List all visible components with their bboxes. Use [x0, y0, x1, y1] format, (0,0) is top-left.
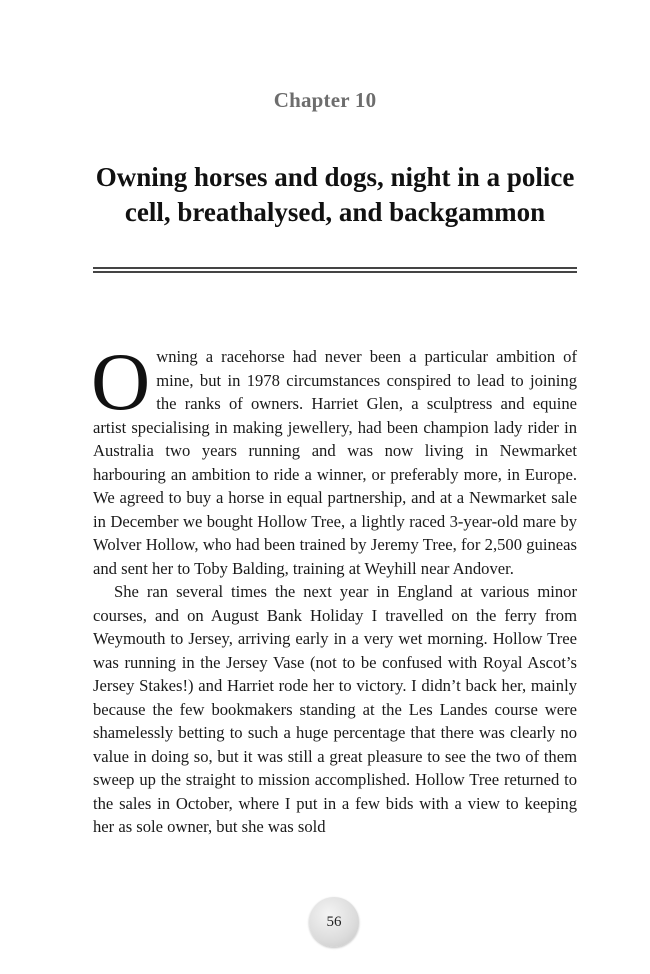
page-number-badge: [309, 897, 359, 947]
page-number: 56: [326, 913, 342, 930]
title-rule-bottom: [93, 271, 577, 273]
body-paragraph-1-text: wning a racehorse had never been a particular ambition of mine, but in 1978 circumstances conspired to lead to joining the ranks of owners. Harriet Glen, a sculptress and equine artist specialising in making jewellery, had been champion lady rider in Australia two years running and was now living in Newmarket harbouring an ambition to ride a winner, or preferably more, in Europe. We agreed to buy a horse in equal partnership, and at a Newmarket sale in December we bought Hollow Tree, a lightly raced 3-year-old mare by Wolver Hollow, who had been trained by Jeremy Tree, for 2,500 guineas and sent her to Toby Balding, training at Weyhill near Andover.: [93, 347, 577, 578]
chapter-title: Owning horses and dogs, night in a police cell, breathalysed, and backgammon: [95, 162, 575, 227]
body-paragraph-2: She ran several times the next year in England at various minor courses, and on August Bank Holiday I travelled on the ferry from Weymouth to Jersey, arriving early in a very wet morning. Hollow Tree was running in the Jersey Vase (not to be confused with Royal Ascot’s Jersey Stakes!) and Harriet rode her to victory. I didn’t back her, mainly because the few bookmakers standing at the Les Landes course were shamelessly betting to such a huge percentage that there was clearly no value in doing so, but it was still a great pleasure to see the two of them sweep up the straight to mission accomplished. Hollow Tree returned to the sales in October, where I put in a few bids with a view to keeping her as sole owner, but she was sold: [93, 582, 577, 836]
title-rule-top: [93, 267, 577, 269]
drop-cap: O: [91, 336, 151, 427]
body-text: [91, 336, 577, 839]
body-paragraph-1: [91, 336, 577, 580]
title-double-rule: [93, 267, 577, 273]
chapter-label: Chapter 10: [273, 88, 377, 112]
